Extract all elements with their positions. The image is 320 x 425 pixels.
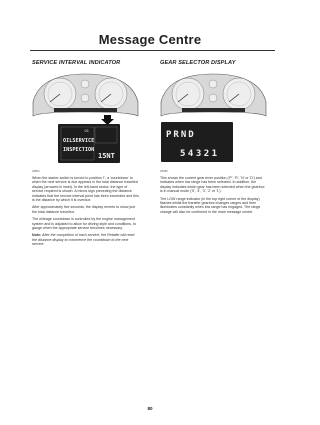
page-number: 80 [147, 406, 153, 411]
service-interval-body [32, 176, 139, 247]
lcd-gear-positions: PRND [166, 130, 196, 140]
figure-id: H5801 [32, 170, 40, 173]
lcd-distance: 15NT [98, 152, 115, 160]
gear-selector-figure [160, 72, 267, 173]
cluster-display-strip [182, 108, 245, 112]
lcd-message-line2: INSPECTION [63, 147, 95, 153]
title-rule [30, 50, 275, 51]
instrument-cluster-illustration [32, 72, 139, 167]
instrument-cluster-illustration [160, 72, 267, 167]
service-note [32, 233, 139, 246]
paragraph: This shows the current gear lever position ('P', 'R', 'N' or 'D') and indicates when low range has been selected. In addition, the display indicates which gear has been selected when the gearbox is in manual mode ('5', '4', '3', '2' or '1'). [160, 176, 265, 194]
gear-selector-body [160, 176, 267, 214]
note-text: After the completion of each service, the Retailer will reset the distance display to commence the countdown to the next service. [32, 233, 135, 247]
lcd-gear-numbers: 54321 [180, 149, 220, 159]
paragraph: The mileage countdown is controlled by the engine management system and is adjusted to allow for driving style and conditions, to gauge when the appropriate service becomes necessary. [32, 217, 137, 231]
paragraph: After approximately five seconds, the display reverts to show just the total distance travelled. [32, 205, 136, 214]
arrow-down-icon [101, 115, 114, 125]
gear-selector-heading: GEAR SELECTOR DISPLAY [160, 60, 236, 66]
figure-id: H5456 [160, 170, 168, 173]
service-interval-figure [32, 72, 139, 173]
lcd-message-line1: OILSERVICE [63, 138, 95, 144]
cluster-display-strip [54, 108, 117, 112]
note-label: Note: [32, 233, 42, 238]
service-interval-section [32, 60, 139, 250]
paragraph: The LOW range indicator (in the top right corner of the display) flashes whilst the transfer gearbox changes ranges and then illuminates constantly when low range has engaged. The range change will also be confirmed in the main message centre. [160, 196, 261, 214]
paragraph: When the starter switch is turned to position 'I', a 'countdown' to when the next service is due appears in the total distance travelled display (arrowed in inset). In the left-hand sector, the type of service required is shown. A minus sign preceding the distance indicates that the service interval point has been exceeded and this is the distance by which it is overdue. [32, 176, 139, 203]
gear-selector-section [160, 60, 267, 217]
service-interval-heading: SERVICE INTERVAL INDICATOR [32, 60, 121, 66]
lcd-top-code: 01 [84, 129, 89, 133]
page-title: Message Centre [98, 32, 202, 47]
